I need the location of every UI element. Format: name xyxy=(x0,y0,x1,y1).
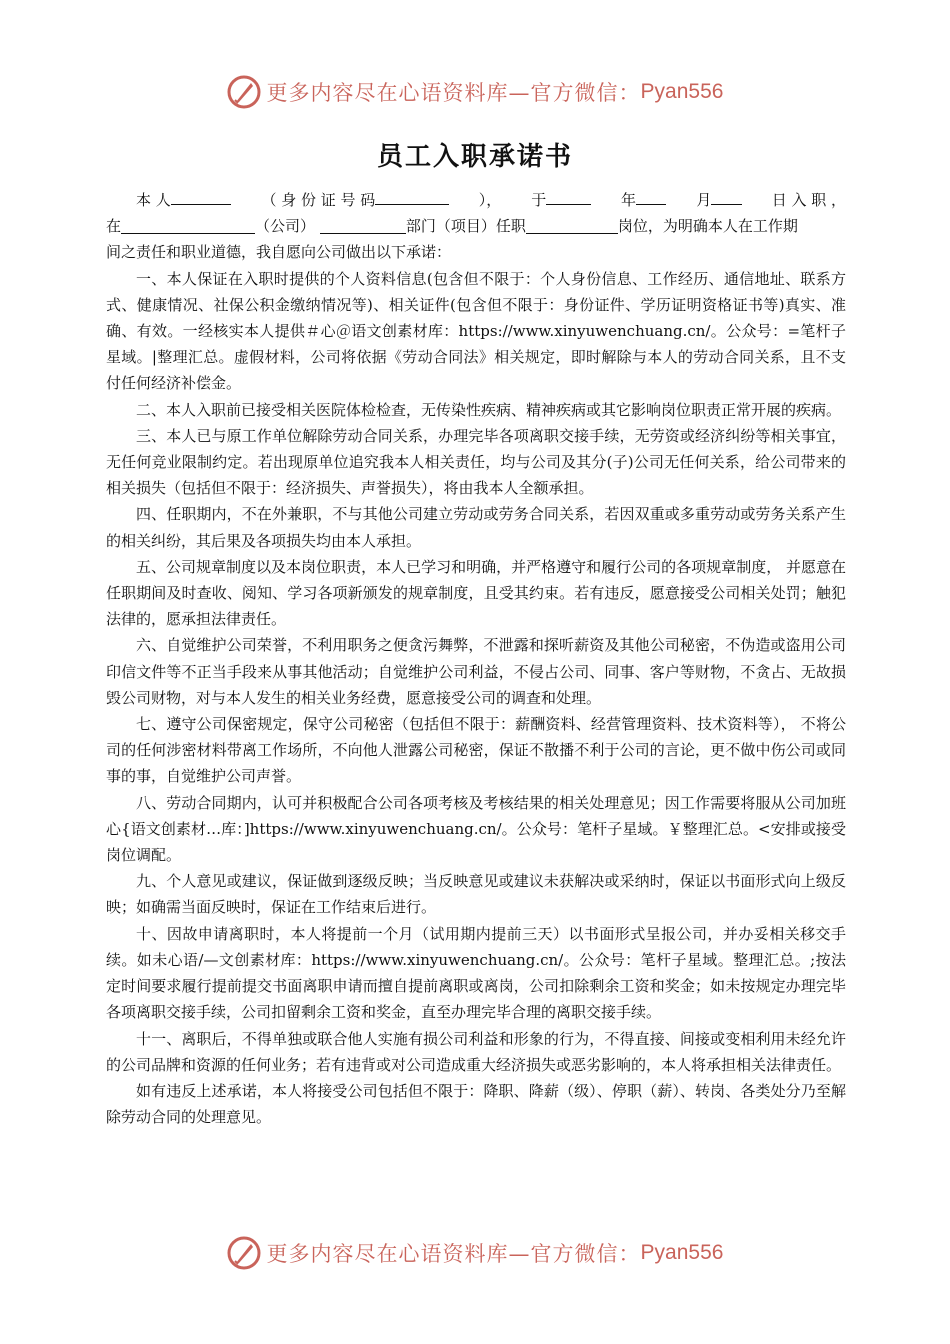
intro-id-close: ）， xyxy=(478,191,502,209)
clause-9: 九、个人意见或建议，保证做到逐级反映；当反映意见或建议未获解决或采纳时，保证以书面形式向上级反映；如确需当面反映时，保证在工作结束后进行。 xyxy=(106,872,846,917)
intro-line-3: 间之责任和职业道德，我自愿向公司做出以下承诺： xyxy=(106,243,452,262)
quill-logo-icon xyxy=(227,1236,261,1270)
month-blank xyxy=(636,186,666,205)
clause-4: 四、任职期内，不在外兼职，不与其他公司建立劳动或劳务合同关系，若因双重或多重劳动或劳务关系产生的相关纠纷，其后果及各项损失均由本人承担。 xyxy=(106,505,846,550)
name-blank xyxy=(171,186,232,205)
position-blank xyxy=(526,215,618,234)
day-blank xyxy=(711,186,741,205)
clause-10: 十、因故申请离职时，本人将提前一个月（试用期内提前三天）以书面形式呈报公司，并办妥相关移交手续。如未心语/—文创素材库：https://www.xinyuwenchuang.cn/。公众号：笔杆子星域。整理汇总。;按法定时间要求履行提前提交书面离职申请而擅自提前离职或离岗，公司扣除剩余工资和奖金；如未按规定办理完毕各项离职交接手续，公司扣留剩余工资和奖金，直至办理完毕合理的离职交接手续。 xyxy=(106,924,846,1022)
company-blank xyxy=(121,215,255,234)
intro-line-2 xyxy=(106,213,846,239)
watermark-text: 更多内容尽在心语资料库—官方微信： xyxy=(266,1242,641,1266)
intro-gangwei: 岗位，为明确本人在工作期 xyxy=(617,217,798,236)
intro-ri-ruzhi: 日 入 职 ， xyxy=(771,191,847,209)
clause-5: 五、公司规章制度以及本岗位职责，本人已学习和明确，并严格遵守和履行公司的各项规章制度， 并愿意在任职期间及时查收、阅知、学习各项新颁发的规章制度，且受其约束。若有违反，愿意接受公司相关处罚；触犯法律的，愿承担法律责任。 xyxy=(106,557,846,629)
clause-2: 二、本人入职前已接受相关医院体检检查，无传染性疾病、精神疾病或其它影响岗位职责正常开展的疾病。 xyxy=(136,400,842,419)
year-blank xyxy=(546,186,591,205)
intro-bumen: 部门（项目）任职 xyxy=(405,217,526,236)
clause-1: 一、本人保证在入职时提供的个人资料信息(包含但不限于：个人身份信息、工作经历、通信地址、联系方式、健康情况、社保公积金缴纳情况等)、相关证件(包含但不限于：身份证件、学历证明资格证书等)真实、准确、有效。一经核实本人提供＃心＠语文创素材库：https://www.xinyuwenchuang.cn/。公众号：=笔杆子星域。|整理汇总。虚假材料，公司将依据《劳动合同法》相关规定，即时解除与本人的劳动合同关系，且不支付任何经济补偿金。 xyxy=(106,269,846,393)
intro-gongsi: （公司） xyxy=(255,217,316,236)
document-title: 员工入职承诺书 xyxy=(376,142,573,172)
clause-3: 三、本人已与原工作单位解除劳动合同关系，办理完毕各项离职交接手续，无劳资或经济纠纷等相关事宜，无任何竞业限制约定。若出现原单位追究我本人相关责任，均与公司及其分(子)公司无任何关系，给公司带来的相关损失（包括但不限于：经济损失、声誉损失），将由我本人全额承担。 xyxy=(106,426,846,498)
watermark-handle: Pyan556 xyxy=(640,1241,724,1264)
intro-yue: 月 xyxy=(696,191,712,209)
clause-8: 八、劳动合同期内，认可并积极配合公司各项考核及考核结果的相关处理意见；因工作需要将服从公司加班心{语文创素材…库：]https://www.xinyuwenchuang.cn/。公众号：笔杆子星域。￥整理汇总。<安排或接受岗位调配。 xyxy=(106,793,846,865)
intro-nian: 年 xyxy=(620,191,636,209)
document-body xyxy=(106,186,846,1130)
quill-logo-icon xyxy=(227,75,261,109)
watermark-header xyxy=(0,72,950,112)
department-blank xyxy=(320,215,406,234)
watermark-handle: Pyan556 xyxy=(640,80,724,103)
watermark-text: 更多内容尽在心语资料库—官方微信： xyxy=(266,81,641,105)
clause-7: 七、遵守公司保密规定，保守公司秘密（包括但不限于：薪酬资料、经营管理资料、技术资料等）， 不将公司的任何涉密材料带离工作场所，不向他人泄露公司秘密，保证不散播不利于公司的言论，更不做中伤公司或同事的事，自觉维护公司声誉。 xyxy=(106,715,846,786)
id-number-blank xyxy=(375,186,448,205)
watermark-footer xyxy=(0,1233,950,1273)
intro-ben-ren: 本 人 xyxy=(136,191,171,209)
intro-id-open: （ 身 份 证 号 码 xyxy=(261,191,376,209)
clause-11: 十一、离职后，不得单独或联合他人实施有损公司利益和形象的行为，不得直接、间接或变相利用未经允许的公司品牌和资源的任何业务；若有违背或对公司造成重大经济损失或恶劣影响的，本人将承担相关法律责任。 xyxy=(106,1029,846,1074)
intro-yu: 于 xyxy=(531,191,547,209)
closing-statement: 如有违反上述承诺，本人将接受公司包括但不限于：降职、降薪（级）、停职（薪）、转岗、各类处分乃至解除劳动合同的处理意见。 xyxy=(106,1081,846,1127)
intro-zai: 在 xyxy=(106,217,122,236)
intro-line-1 xyxy=(106,186,846,213)
clause-6: 六、自觉维护公司荣誉，不利用职务之便贪污舞弊，不泄露和探听薪资及其他公司秘密，不伪造或盗用公司印信文件等不正当手段来从事其他活动；自觉维护公司利益，不侵占公司、同事、客户等财物，不贪占、无故损毁公司财物，对与本人发生的相关业务经费，愿意接受公司的调查和处理。 xyxy=(106,636,846,707)
